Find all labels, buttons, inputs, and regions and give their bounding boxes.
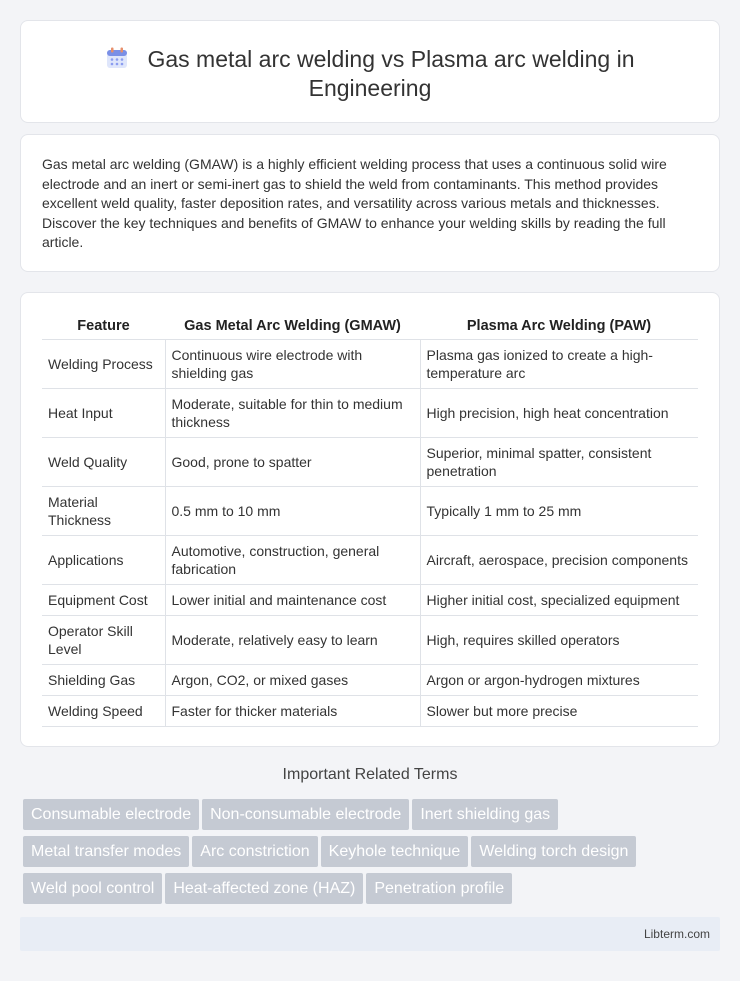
feature-cell: Welding Process: [42, 339, 165, 388]
paw-cell: High, requires skilled operators: [420, 615, 698, 664]
paw-cell: Higher initial cost, specialized equipment: [420, 584, 698, 615]
table-row: [42, 535, 698, 584]
gmaw-cell: 0.5 mm to 10 mm: [165, 486, 420, 535]
term-tag[interactable]: Penetration profile: [366, 873, 512, 904]
table-row: [42, 388, 698, 437]
term-tag[interactable]: Inert shielding gas: [412, 799, 558, 830]
feature-cell: Heat Input: [42, 388, 165, 437]
paw-cell: High precision, high heat concentration: [420, 388, 698, 437]
paw-cell: Aircraft, aerospace, precision components: [420, 535, 698, 584]
gmaw-cell: Automotive, construction, general fabrication: [165, 535, 420, 584]
feature-cell: Welding Speed: [42, 695, 165, 726]
feature-cell: Equipment Cost: [42, 584, 165, 615]
gmaw-cell: Argon, CO2, or mixed gases: [165, 664, 420, 695]
paw-cell: Typically 1 mm to 25 mm: [420, 486, 698, 535]
table-header-row: [42, 313, 698, 339]
term-tag[interactable]: Consumable electrode: [23, 799, 199, 830]
term-tag[interactable]: Non-consumable electrode: [202, 799, 409, 830]
table-row: [42, 437, 698, 486]
paw-cell: Argon or argon-hydrogen mixtures: [420, 664, 698, 695]
comparison-table: [42, 313, 698, 727]
tag-row: [23, 873, 703, 910]
footer-brand-link[interactable]: Libterm.com: [643, 927, 710, 941]
table-row: [42, 339, 698, 388]
related-terms-list: [23, 799, 703, 910]
gmaw-cell: Good, prone to spatter: [165, 437, 420, 486]
gmaw-cell: Moderate, suitable for thin to medium thickness: [165, 388, 420, 437]
table-row: [42, 584, 698, 615]
table-row: [42, 664, 698, 695]
page-title-text: Gas metal arc welding vs Plasma arc welding in Engineering: [147, 46, 635, 101]
term-tag[interactable]: Heat-affected zone (HAZ): [165, 873, 363, 904]
term-tag[interactable]: Weld pool control: [23, 873, 162, 904]
table-row: [42, 486, 698, 535]
paw-cell: Plasma gas ionized to create a high-temperature arc: [420, 339, 698, 388]
table-row: [42, 615, 698, 664]
term-tag[interactable]: Metal transfer modes: [23, 836, 189, 867]
feature-cell: Material Thickness: [42, 486, 165, 535]
feature-cell: Operator Skill Level: [42, 615, 165, 664]
feature-cell: Shielding Gas: [42, 664, 165, 695]
intro-paragraph: Gas metal arc welding (GMAW) is a highly efficient welding process that uses a continuous solid wire electrode and an inert or semi-inert gas to shield the weld from contaminants. This method provides excellent weld quality, faster deposition rates, and versatility across various metals and thicknesses. Discover the key techniques and benefits of GMAW to enhance your welding skills by reading the full article.: [42, 156, 667, 250]
calendar-icon: [105, 46, 129, 70]
intro-card: [20, 134, 720, 272]
gmaw-cell: Moderate, relatively easy to learn: [165, 615, 420, 664]
footer-bar: [20, 917, 720, 951]
gmaw-cell: Faster for thicker materials: [165, 695, 420, 726]
gmaw-cell: Continuous wire electrode with shielding gas: [165, 339, 420, 388]
term-tag[interactable]: Arc constriction: [192, 836, 317, 867]
title-card: [20, 20, 720, 123]
term-tag[interactable]: Welding torch design: [471, 836, 636, 867]
table-row: [42, 695, 698, 726]
tag-row: [23, 799, 703, 836]
related-terms-heading: Important Related Terms: [282, 766, 458, 783]
comparison-card: [20, 292, 720, 747]
paw-cell: Slower but more precise: [420, 695, 698, 726]
page-title: [21, 45, 719, 103]
feature-cell: Applications: [42, 535, 165, 584]
feature-cell: Weld Quality: [42, 437, 165, 486]
header-paw: Plasma Arc Welding (PAW): [420, 313, 698, 339]
paw-cell: Superior, minimal spatter, consistent penetration: [420, 437, 698, 486]
header-feature: Feature: [42, 313, 165, 339]
tag-row: [23, 836, 703, 873]
gmaw-cell: Lower initial and maintenance cost: [165, 584, 420, 615]
term-tag[interactable]: Keyhole technique: [321, 836, 469, 867]
header-gmaw: Gas Metal Arc Welding (GMAW): [165, 313, 420, 339]
